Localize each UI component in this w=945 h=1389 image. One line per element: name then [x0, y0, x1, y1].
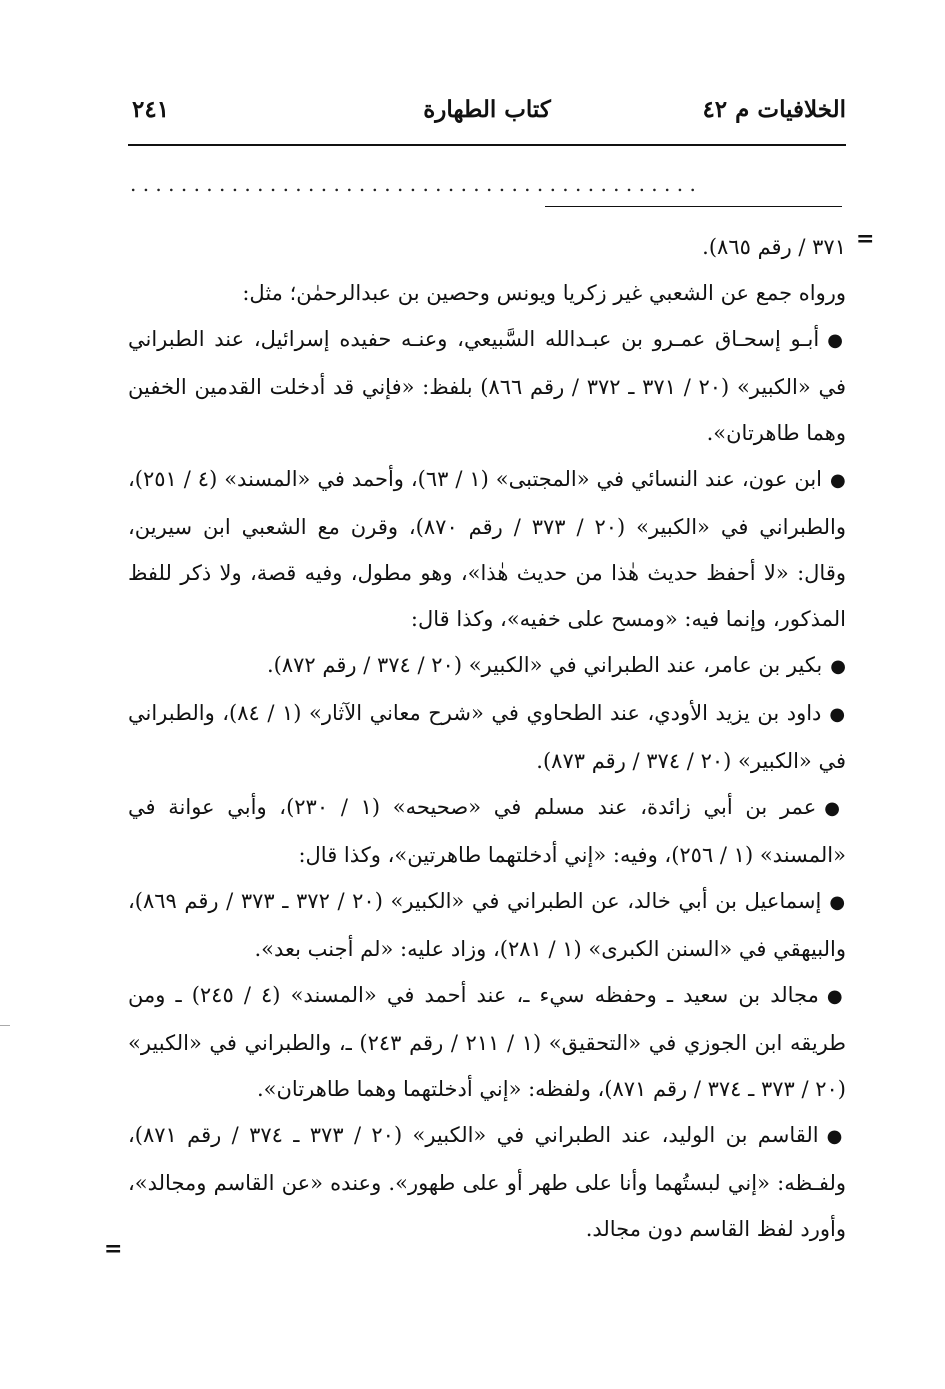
bullet-icon: ● [829, 704, 846, 725]
continuation-mark-top: = [856, 226, 875, 252]
list-item: ●مجالد بن سعيد ـ وحفظه سيء ـ، عند أحمد في «المسند» (٤ / ٢٤٥) ـ ومن طريقه ابن الجوزي في «التحقيق» (١ / ٢١١ / رقم ٢٤٣) ـ، والطبراني في «الكبير» (٢٠ / ٣٧٣ ـ ٣٧٤ / رقم ٨٧١)، ولفظه: «إني أدخلتهما وهما طاهرتان». [128, 983, 846, 1101]
list-item: ●بكير بن عامر، عند الطبراني في «الكبير» (٢٠ / ٣٧٤ / رقم ٨٧٢). [267, 653, 846, 677]
bullet-icon: ● [829, 892, 846, 913]
list-item: ●إسماعيل بن أبي خالد، عن الطبراني في «الكبير» (٢٠ / ٣٧٢ ـ ٣٧٣ / رقم ٨٦٩)، والبيهقي في «السنن الكبرى» (١ / ٢٨١)، وزاد عليه: «لم أجنب بعد». [128, 889, 846, 961]
list-item: ●القاسم بن الوليد، عند الطبراني في «الكبير» (٢٠ / ٣٧٣ ـ ٣٧٤ / رقم ٨٧١)، ولفـظه: «إني لبستُهما وأنا على طهر أو على طهور». وعنده «عن القاسم ومجالد»، وأورد لفظ القاسم دون مجالد. [128, 1123, 846, 1241]
bullet-icon: ● [827, 330, 846, 351]
dotted-separator: . . . . . . . . . . . . . . . . . . . . . . . . . . . . . . . . . . . . . . . . . . . . . [130, 172, 696, 196]
bullet-icon: ● [826, 986, 846, 1007]
list-item: ●عمر بن أبي زائدة، عند مسلم في «صحيحه» (١ / ٢٣٠)، وأبي عوانة في «المسند» (١ / ٢٥٦)، وفيه: «إني أدخلتهما طاهرتين»، وكذا قال: [128, 795, 846, 867]
bullet-icon: ● [826, 1126, 846, 1147]
header-chapter-title: كتاب الطهارة [423, 96, 551, 123]
footnote-line: ٣٧١ / رقم ٨٦٥). [702, 235, 846, 259]
continuation-mark-bottom: = [104, 1236, 123, 1262]
running-header [128, 96, 846, 136]
list-item: ●داود بن يزيد الأودي، عند الطحاوي في «شرح معاني الآثار» (١ / ٨٤)، والطبراني في «الكبير» (٢٠ / ٣٧٤ / رقم ٨٧٣). [128, 701, 846, 773]
bullet-icon: ● [824, 798, 846, 819]
margin-tick [0, 1025, 10, 1026]
bullet-icon: ● [830, 656, 846, 677]
header-book-title: الخلافيات م ٤٢ [702, 96, 846, 123]
footnote-body [128, 224, 846, 1252]
footnote-line: ورواه جمع عن الشعبي غير زكريا ويونس وحصين بن عبدالرحمٰن؛ مثل: [242, 281, 846, 305]
bullet-icon: ● [830, 470, 846, 491]
list-item: ●أبـو إسحـاق عمـرو بن عبـدالله السَّبيعي، وعنـه حفيده إسرائيل، عند الطبراني في «الكبير» (٢٠ / ٣٧١ ـ ٣٧٢ / رقم ٨٦٦) بلفظ: «فإني قد أدخلت القدمين الخفين وهما طاهرتان». [128, 327, 846, 445]
footnote-rule [545, 206, 842, 207]
page-number: ٢٤١ [132, 96, 170, 123]
list-item: ●ابن عون، عند النسائي في «المجتبى» (١ / ٦٣)، وأحمد في «المسند» (٤ / ٢٥١)، والطبراني في «الكبير» (٢٠ / ٣٧٣ / رقم ٨٧٠)، وقرن مع الشعبي ابن سيرين، وقال: «لا أحفظ حديث هٰذا من حديث هٰذا»، وهو مطول، وفيه قصة، ولا ذكر للفظ المذكور، وإنما فيه: «ومسح على خفيه»، وكذا قال: [128, 467, 846, 631]
header-rule [128, 144, 846, 146]
